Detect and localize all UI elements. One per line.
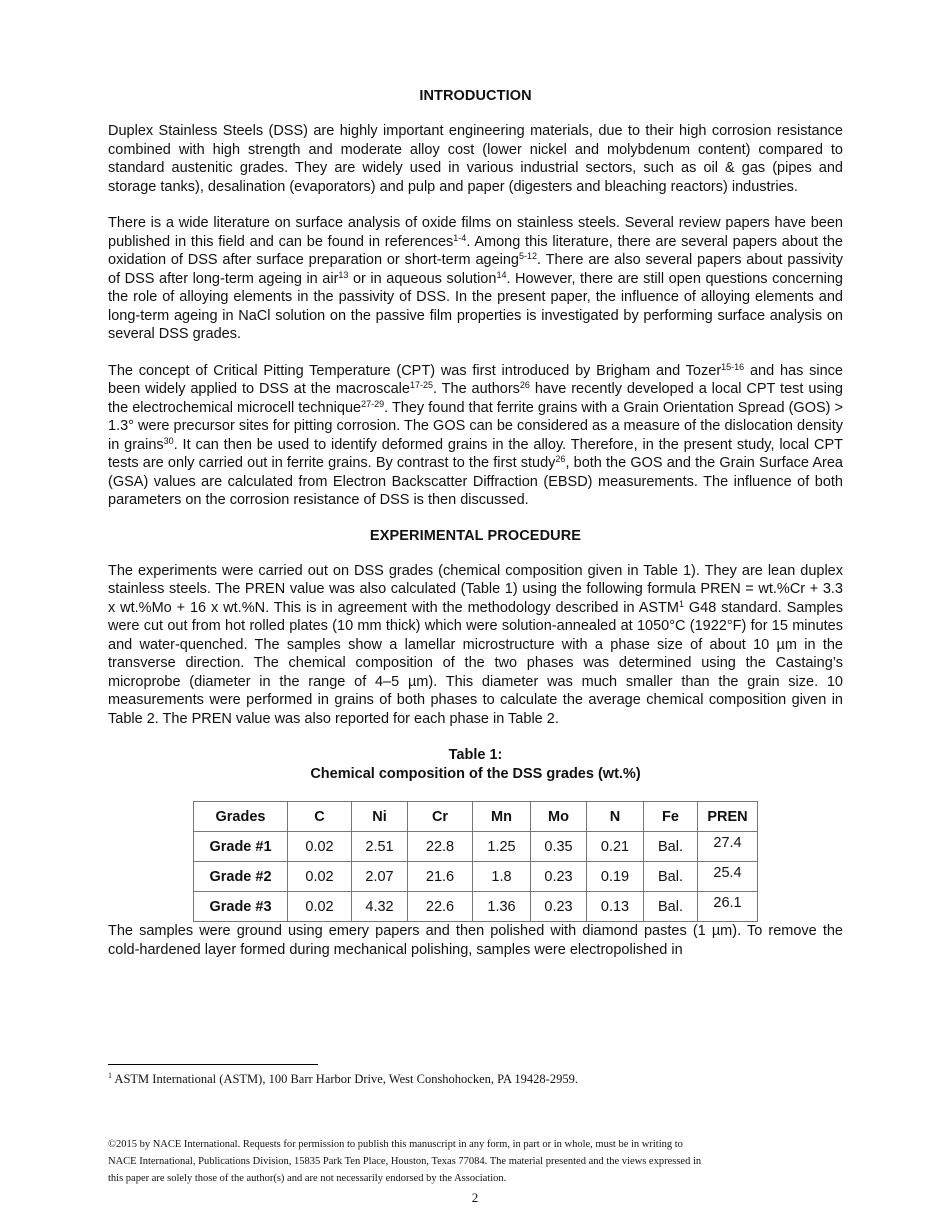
citation: 30 xyxy=(163,435,174,446)
copyright-line: NACE International, Publications Division, 15835 Park Ten Place, Houston, Texas 77084. The material presented and the views expressed in xyxy=(108,1156,702,1167)
intro-paragraph-2: There is a wide literature on surface analysis of oxide films on stainless steels. Several review papers have been published in this field and can be found in references$^{1-4}$. Among this literature, there are several papers about the oxidation of DSS after surface preparation or short-term ageing$^{5-12}$. There are also several papers about passivity of DSS after long-term ageing in air$^{13}$ or in aqueous solution$^{14}$. However, there are still open questions concerning the role of alloying elements in the passivity of DSS. In the present paper, the influence of alloying elements and long-term ageing in NaCl solution on the passive film properties is investigated by performing surface analysis on several DSS grades. xyxy=(108,215,844,342)
column-header: Fe xyxy=(644,802,698,832)
table-cell: 0.02 xyxy=(288,832,352,862)
citation: 5-12 xyxy=(519,251,538,261)
table-cell: 2.07 xyxy=(352,862,408,892)
table-row xyxy=(194,892,758,922)
column-header: Ni xyxy=(352,802,408,832)
citation: 26 xyxy=(555,454,566,464)
table-cell: 2.51 xyxy=(352,832,408,862)
table-cell: 1.8 xyxy=(473,862,531,892)
footnote xyxy=(108,1072,578,1087)
table-1-title: Chemical composition of the DSS grades (wt.%) xyxy=(310,765,641,782)
citation: 26 xyxy=(519,380,530,390)
page-content xyxy=(108,88,843,977)
column-header: Grades xyxy=(194,802,288,832)
column-header: N xyxy=(587,802,644,832)
table-cell: 27.4 xyxy=(698,832,758,862)
table-cell: 0.02 xyxy=(288,892,352,922)
table-row xyxy=(194,862,758,892)
table-cell: 26.1 xyxy=(698,892,758,922)
table-1-caption xyxy=(108,746,843,783)
column-header: PREN xyxy=(698,802,758,832)
table-cell: 0.23 xyxy=(531,892,587,922)
table-cell: 0.02 xyxy=(288,862,352,892)
intro-paragraph-1: Duplex Stainless Steels (DSS) are highly important engineering materials, due to their high corrosion resistance combined with high strength and moderate alloy cost (lower nickel and molybdenum content) compared to standard austenitic grades. They are widely used in various industrial sectors, such as oil & gas (pipes and storage tanks), desalination (evaporators) and pulp and paper (digesters and bleaching reactors) industries. xyxy=(108,123,843,195)
experimental-procedure-heading: EXPERIMENTAL PROCEDURE xyxy=(369,527,582,544)
citation: 13 xyxy=(338,269,349,280)
citation: 14 xyxy=(496,269,507,280)
table-cell: Grade #2 xyxy=(194,862,288,892)
table-cell: Bal. xyxy=(644,832,698,862)
footnote-divider xyxy=(108,1064,318,1065)
table-1-label: Table 1: xyxy=(448,747,503,763)
table-cell: Bal. xyxy=(644,892,698,922)
table-cell: 21.6 xyxy=(408,862,473,892)
table-cell: Grade #1 xyxy=(194,832,288,862)
footnote-marker: 1 xyxy=(678,598,684,609)
page-number: 2 xyxy=(471,1190,479,1205)
citation: 15-16 xyxy=(721,361,745,372)
table-cell: 22.8 xyxy=(408,832,473,862)
column-header: Mn xyxy=(473,802,531,832)
table-row xyxy=(194,832,758,862)
table-cell: 1.25 xyxy=(473,832,531,862)
table-cell: 25.4 xyxy=(698,862,758,892)
table-cell: 0.19 xyxy=(587,862,644,892)
experimental-paragraph-1: The experiments were carried out on DSS grades (chemical composition given in Table 1). They are lean duplex stainless steels. The PREN value was also calculated (Table 1) using the following formula PREN = wt.%Cr + 3.3 x wt.%Mo + 16 x wt.%N. This is in agreement with the methodology described in ASTM$^1$ G48 standard. Samples were cut out from hot rolled plates (10 mm thick) which were solution-annealed at 1050°C (1922°F) for 15 minutes and water-quenched. The samples show a lamellar microstructure with a phase size of about 10 µm in the transverse direction. The chemical composition of the two phases was determined using the Castaing’s microprobe (diameter in the range of 4–5 µm). This diameter was much smaller than the grain size. 10 measurements were performed in grains of both phases to calculate the average chemical composition given in Table 2. The PREN value was also reported for each phase in Table 2. xyxy=(108,562,843,727)
introduction-heading: INTRODUCTION xyxy=(419,88,532,104)
citation: 17-25 xyxy=(409,380,433,390)
column-header: Mo xyxy=(531,802,587,832)
copyright-line: this paper are solely those of the author(s) and are not necessarily endorsed by the Association. xyxy=(108,1173,507,1184)
table-cell: Bal. xyxy=(644,862,698,892)
table-cell: 0.23 xyxy=(531,862,587,892)
table-cell: 1.36 xyxy=(473,892,531,922)
footnote-text: ASTM International (ASTM), 100 Barr Harbor Drive, West Conshohocken, PA 19428-2959. xyxy=(112,1072,578,1086)
composition-table xyxy=(193,801,758,922)
table-cell: 0.13 xyxy=(587,892,644,922)
table-cell: 0.21 xyxy=(587,832,644,862)
citation: 27-29 xyxy=(361,398,385,409)
table-cell: Grade #3 xyxy=(194,892,288,922)
column-header: Cr xyxy=(408,802,473,832)
copyright-line: ©2015 by NACE International. Requests for permission to publish this manuscript in any form, in part or in whole, must be in writing to xyxy=(108,1139,683,1150)
experimental-paragraph-2: The samples were ground using emery papers and then polished with diamond pastes (1 µm). To remove the cold-hardened layer formed during mechanical polishing, samples were electropolished in xyxy=(108,923,843,958)
column-header: C xyxy=(288,802,352,832)
citation: 1-4 xyxy=(453,232,467,243)
footnote-number: 1 xyxy=(108,1071,112,1080)
copyright-notice xyxy=(108,1136,808,1187)
table-header-row xyxy=(194,802,758,832)
table-cell: 4.32 xyxy=(352,892,408,922)
table-cell: 0.35 xyxy=(531,832,587,862)
table-cell: 22.6 xyxy=(408,892,473,922)
intro-paragraph-3: The concept of Critical Pitting Temperature (CPT) was first introduced by Brigham and Tozer$^{15-16}$ and has since been widely applied to DSS at the macroscale$^{17-25}$. The authors$^{26}$ have recently developed a local CPT test using the electrochemical microcell technique$^{27-29}$. They found that ferrite grains with a Grain Orientation Spread (GOS) > 1.3° were precursor sites for pitting corrosion. The GOS can be considered as a measure of the dislocation density in grains$^{30}$. It can then be used to identify deformed grains in the alloy. Therefore, in the present study, local CPT tests are only carried out in ferrite grains. By contrast to the first study$^{26}$, both the GOS and the Grain Surface Area (GSA) values are calculated from Electron Backscatter Diffraction (EBSD) measurements. The influence of both parameters on the corrosion resistance of DSS is then discussed. xyxy=(108,361,843,508)
